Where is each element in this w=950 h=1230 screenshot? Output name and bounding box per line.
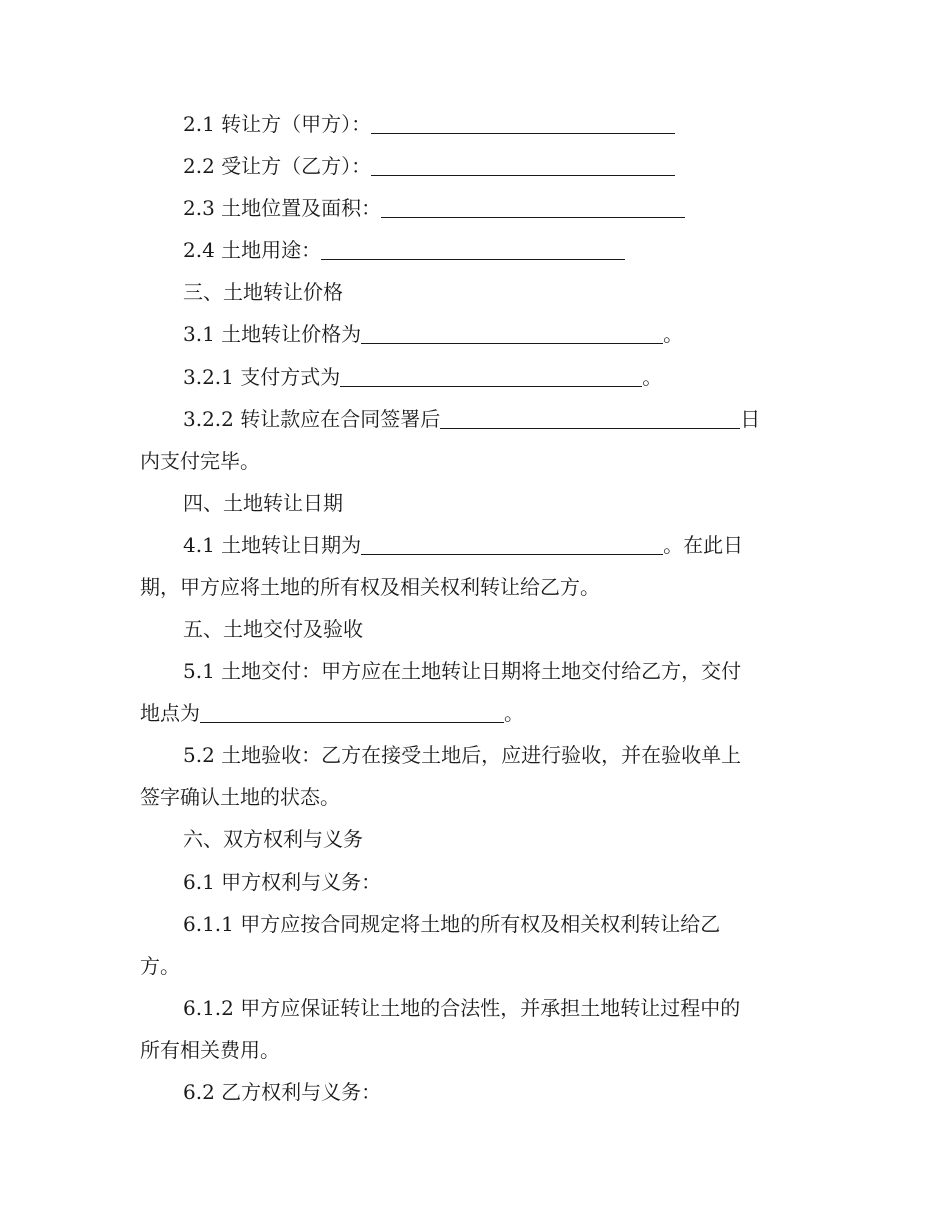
line-5-1 <box>140 650 843 692</box>
line-suffix: 日 <box>740 407 761 431</box>
line-3-2-2-cont <box>140 440 800 482</box>
line-6-1-2-cont <box>140 1029 800 1071</box>
line-5-2 <box>140 734 843 776</box>
section-heading-4 <box>140 482 843 524</box>
line-text: 2.3 土地位置及面积： <box>183 196 382 220</box>
line-text: 4.1 土地转让日期为 <box>183 533 362 557</box>
line-text: 6.1 甲方权利与义务： <box>183 870 382 894</box>
heading-text: 六、双方权利与义务 <box>183 827 363 851</box>
line-text: 6.2 乙方权利与义务： <box>183 1080 382 1104</box>
line-suffix: 。 <box>663 322 684 346</box>
line-suffix: 。 <box>504 701 524 725</box>
line-text: 3.2.1 支付方式为 <box>183 365 341 389</box>
line-text: 期，甲方应将土地的所有权及相关权利转让给乙方。 <box>140 575 600 599</box>
line-suffix: 。 <box>642 365 663 389</box>
line-4-1-cont <box>140 566 800 608</box>
line-5-1-cont <box>140 692 800 734</box>
line-text: 5.1 土地交付：甲方应在土地转让日期将土地交付给乙方，交付 <box>183 659 742 683</box>
line-3-2-2 <box>140 398 843 440</box>
fill-in-blank <box>381 195 685 218</box>
section-heading-5 <box>140 608 843 650</box>
line-text: 2.2 受让方（乙方）： <box>183 154 372 178</box>
line-4-1 <box>140 524 843 566</box>
line-2-4 <box>140 229 843 271</box>
line-text: 3.2.2 转让款应在合同签署后 <box>183 407 441 431</box>
fill-in-blank <box>361 532 663 555</box>
fill-in-blank <box>440 406 740 429</box>
line-text: 所有相关费用。 <box>140 1038 280 1062</box>
line-6-1-2 <box>140 987 843 1029</box>
line-text: 2.1 转让方（甲方）： <box>183 112 372 136</box>
heading-text: 四、土地转让日期 <box>183 491 343 515</box>
line-6-1-1 <box>140 903 843 945</box>
line-3-1 <box>140 313 843 355</box>
line-2-3 <box>140 187 843 229</box>
fill-in-blank <box>371 153 675 176</box>
fill-in-blank <box>340 364 642 387</box>
fill-in-blank <box>321 237 625 260</box>
fill-in-blank <box>200 700 504 723</box>
line-text: 3.1 土地转让价格为 <box>183 322 362 346</box>
section-heading-3 <box>140 271 843 313</box>
line-text: 2.4 土地用途： <box>183 238 322 262</box>
fill-in-blank <box>371 111 675 134</box>
line-5-2-cont <box>140 776 800 818</box>
line-text: 6.1.1 甲方应按合同规定将土地的所有权及相关权利转让给乙 <box>183 912 721 936</box>
line-text: 内支付完毕。 <box>140 449 260 473</box>
heading-text: 三、土地转让价格 <box>183 280 343 304</box>
heading-text: 五、土地交付及验收 <box>183 617 363 641</box>
line-2-1 <box>140 103 843 145</box>
line-suffix: 。在此日 <box>663 533 744 557</box>
line-text: 5.2 土地验收：乙方在接受土地后，应进行验收，并在验收单上 <box>183 743 742 767</box>
line-text: 6.1.2 甲方应保证转让土地的合法性，并承担土地转让过程中的 <box>183 996 741 1020</box>
line-3-2-1 <box>140 356 843 398</box>
line-text: 方。 <box>140 954 180 978</box>
fill-in-blank <box>361 321 663 344</box>
line-text: 地点为 <box>140 701 200 725</box>
section-heading-6 <box>140 818 843 860</box>
line-2-2 <box>140 145 843 187</box>
line-text: 签字确认土地的状态。 <box>140 785 340 809</box>
line-6-1-1-cont <box>140 945 800 987</box>
line-6-1 <box>140 861 843 903</box>
line-6-2 <box>140 1071 843 1113</box>
